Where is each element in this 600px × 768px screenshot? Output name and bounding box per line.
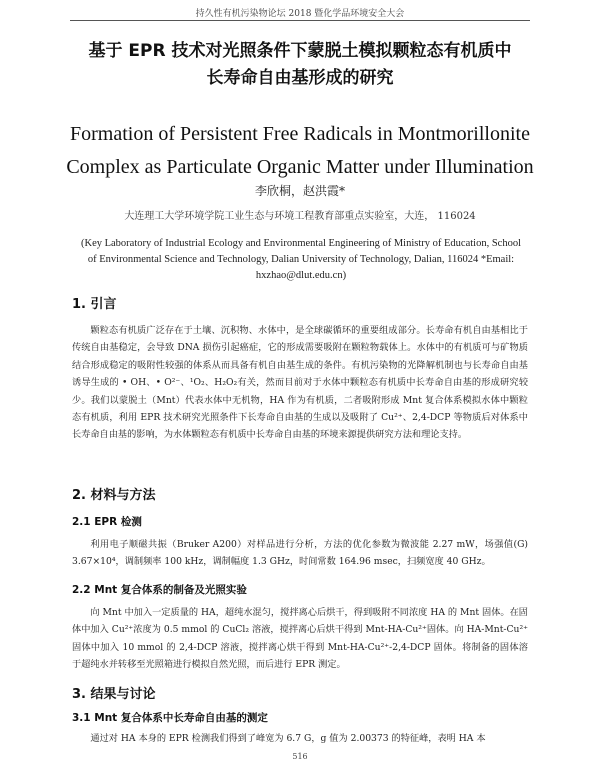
subsection-heading-epr: 2.1 EPR 检测 — [72, 516, 142, 528]
header-divider — [70, 20, 530, 21]
author-list: 李欣桐，赵洪霞* — [254, 184, 345, 198]
subsection-heading-results: 3.1 Mnt 复合体系中长寿命自由基的测定 — [72, 712, 268, 724]
title-english-line-1: Formation of Persistent Free Radicals in Montmorillonite — [70, 123, 530, 145]
affiliation-english: (Key Laboratory of Industrial Ecology and Environmental Engineering of Ministry of Education, School of Environmental Science and Technology, Dalian University of Technology, Dalian, 116024 *Email: hxzhao@dlut.edu.cn) — [80, 238, 521, 281]
title-chinese-line-1: 基于 EPR 技术对光照条件下蒙脱土模拟颗粒态有机质中 — [88, 41, 512, 61]
section-heading-methods: 2. 材料与方法 — [72, 488, 156, 503]
title-chinese-line-2: 长寿命自由基形成的研究 — [206, 68, 394, 88]
results-paragraph: 通过对 HA 本身的 EPR 检测我们得到了峰宽为 6.7 G，g 值为 2.00373 的特征峰，表明 HA 本 — [90, 733, 486, 744]
affiliation-chinese: 大连理工大学环境学院工业生态与环境工程教育部重点实验室，大连， 116024 — [124, 211, 476, 222]
preparation-paragraph: 向 Mnt 中加入一定质量的 HA，超纯水混匀，搅拌离心后烘干，得到吸附不同浓度 HA 的 Mnt 固体。在固体中加入 Cu²⁺浓度为 0.5 mmol 的 CuCl₂ 溶液，搅拌离心后烘干得到 Mnt-HA-Cu²⁺固体。向 HA-Mnt-Cu²⁺固体中加入 10 mmol 的 2,4-DCP 溶液，搅拌离心烘干得到 Mnt-HA-Cu²⁺-2,4-DCP 固体。将制备的固体溶于超纯水并转移至光照箱进行模拟自然光照，而后进行 EPR 测定。 — [72, 607, 528, 671]
page-number: 516 — [292, 752, 308, 761]
introduction-paragraph: 颗粒态有机质广泛存在于土壤、沉积物、水体中，是全球碳循环的重要组成部分。长寿命有机自由基相比于传统自由基稳定，会导致 DNA 损伤引起癌症，它的形成需要吸附在颗粒物载体上。水体中的有机质可与矿物质结合形成稳定的吸附性较强的体系从而具备有机自由基生成的条件。有机污染物的光降解机制也与长寿命自由基诱导生成的 • OH、• O²⁻、¹O₂、H₂O₂有关，然而目前对于水体中颗粒态有机质中长寿命自由基的形成研究较少。我们以蒙脱土（Mnt）代表水体中无机物，HA 作为有机质，二者吸附形成 Mnt 复合体系模拟水体中颗粒态有机质，利用 EPR 技术研究光照条件下长寿命自由基的生成以及吸附了 Cu²⁺、2,4-DCP 等物质后对体系中长寿命自由基的影响，为水体颗粒态有机质中长寿命自由基的环境来源提供研究方法和理论支持。 — [72, 325, 528, 441]
section-heading-introduction: 1. 引言 — [72, 297, 117, 312]
title-chinese — [60, 38, 540, 92]
running-header: 持久性有机污染物论坛 2018 暨化学品环境安全大会 — [195, 9, 405, 19]
title-english — [40, 118, 560, 184]
title-english-line-2: Complex as Particulate Organic Matter under Illumination — [66, 156, 534, 178]
subsection-heading-preparation: 2.2 Mnt 复合体系的制备及光照实验 — [72, 584, 247, 596]
section-heading-results: 3. 结果与讨论 — [72, 687, 156, 702]
epr-paragraph: 利用电子顺磁共振（Bruker A200）对样品进行分析，方法的优化参数为微波能 2.27 mW，场强值(G) 3.67×10⁴，调制频率 100 kHz，调制幅度 1.3 GHz，时间常数 164.96 msec，扫频宽度 40 GHz。 — [72, 539, 528, 568]
